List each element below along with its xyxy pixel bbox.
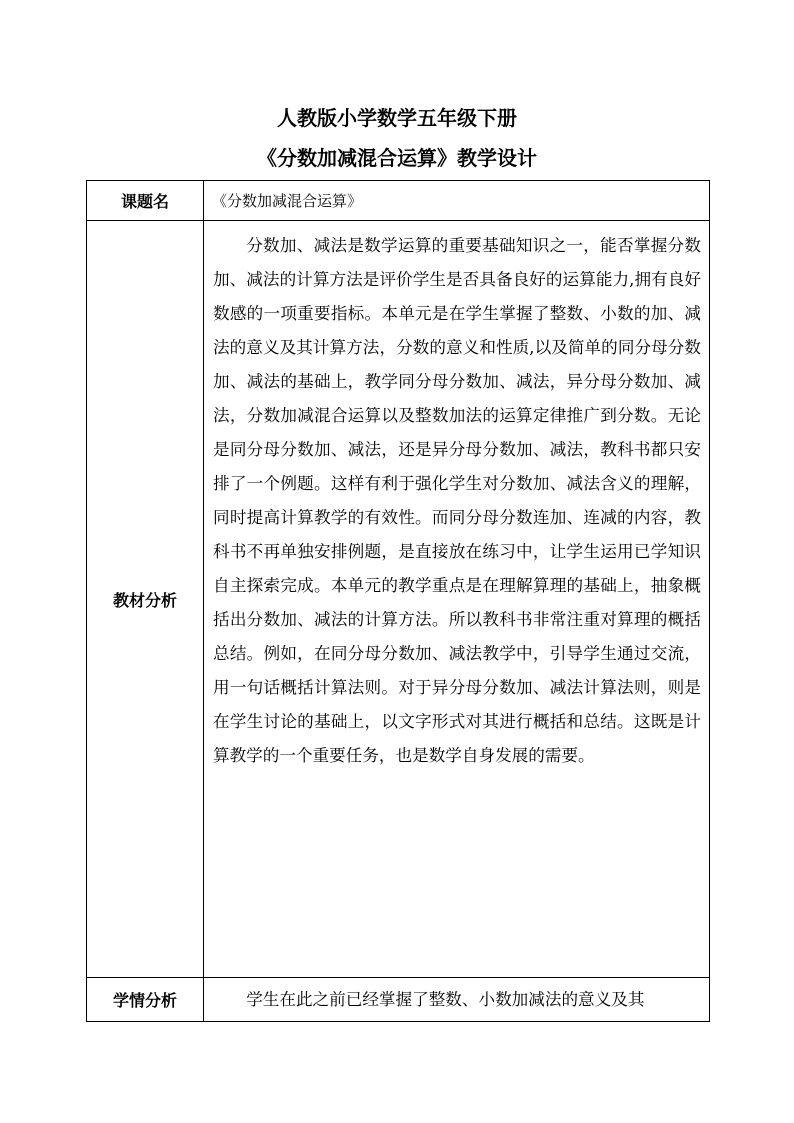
- row-label-student-analysis: 学情分析: [87, 978, 204, 1022]
- table-row-student-analysis: [87, 978, 710, 1022]
- row-label-topic: 课题名: [87, 181, 204, 221]
- material-analysis-text: 分数加、减法是数学运算的重要基础知识之一，能否掌握分数加、减法的计算方法是评价学生是否具备良好的运算能力,拥有良好数感的一项重要指标。本单元是在学生掌握了整数、小数的加、减法的意义及其计算方法，分数的意义和性质,以及简单的同分母分数加、减法的基础上，教学同分母分数加、减法，异分母分数加、减法，分数加减混合运算以及整数加法的运算定律推广到分数。无论是同分母分数加、减法，还是异分母分数加、减法，教科书都只安排了一个例题。这样有利于强化学生对分数加、减法含义的理解，同时提高计算教学的有效性。而同分母分数连加、连减的内容，教科书不再单独安排例题，是直接放在练习中，让学生运用已学知识自主探索完成。本单元的教学重点是在理解算理的基础上，抽象概括出分数加、减法的计算方法。所以教科书非常注重对算理的概括总结。例如，在同分母分数加、减法教学中，引导学生通过交流，用一句话概括计算法则。对于异分母分数加、减法计算法则，则是在学生讨论的基础上，以文字形式对其进行概括和总结。这既是计算教学的一个重要任务，也是数学自身发展的需要。: [204, 221, 710, 978]
- document-subtitle: 《分数加减混合运算》教学设计: [257, 146, 537, 170]
- document-title: 人教版小学数学五年级下册: [277, 106, 517, 130]
- student-analysis-text: 学生在此之前已经掌握了整数、小数加减法的意义及其: [204, 978, 710, 1022]
- topic-value: 《分数加减混合运算》: [204, 181, 710, 221]
- table-row-topic: [87, 181, 710, 221]
- table-row-material-analysis: [87, 221, 710, 978]
- row-label-material-analysis: 教材分析: [87, 221, 204, 978]
- lesson-plan-table: [86, 180, 710, 1022]
